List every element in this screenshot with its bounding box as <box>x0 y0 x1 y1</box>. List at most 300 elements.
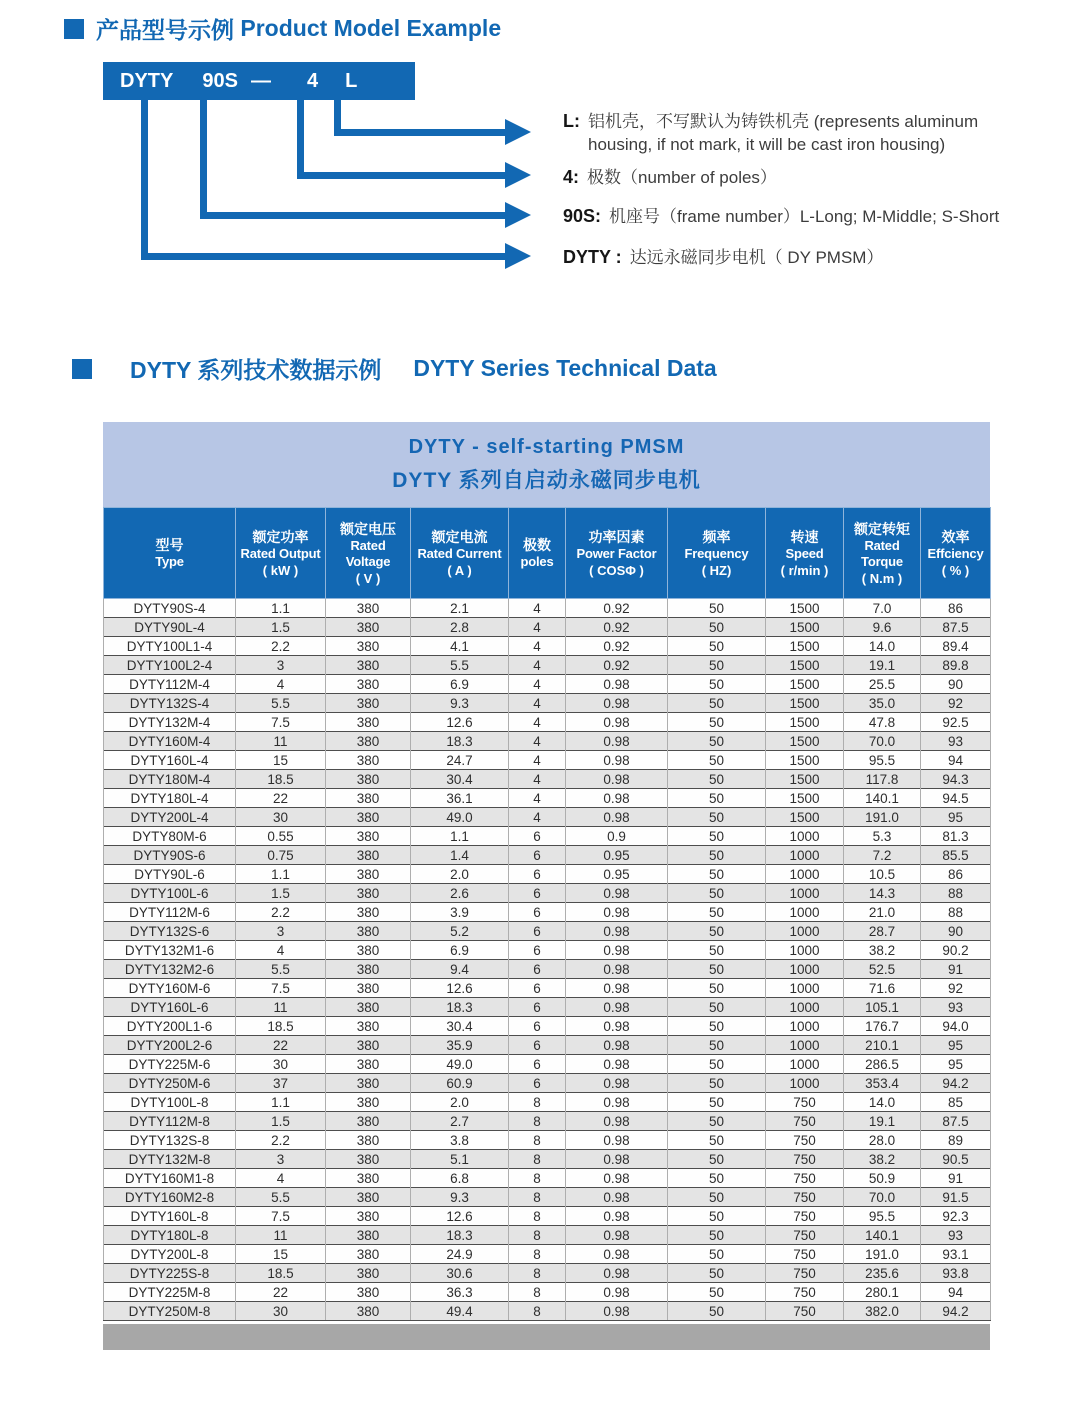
table-cell: DYTY100L1-4 <box>104 637 236 656</box>
table-cell: 1500 <box>766 770 844 789</box>
table-cell: 1500 <box>766 751 844 770</box>
table-cell: DYTY132S-4 <box>104 694 236 713</box>
table-cell: 0.98 <box>566 903 668 922</box>
table-cell: 380 <box>326 1245 411 1264</box>
table-cell: 0.98 <box>566 1150 668 1169</box>
table-cell: 0.98 <box>566 998 668 1017</box>
table-cell: 47.8 <box>844 713 921 732</box>
table-cell: 2.1 <box>411 599 509 618</box>
table-row <box>104 827 991 846</box>
table-title-en: DYTY - self-starting PMSM <box>408 435 685 458</box>
table-cell: 30.6 <box>411 1264 509 1283</box>
table-cell: DYTY225M-8 <box>104 1283 236 1302</box>
table-cell: 380 <box>326 637 411 656</box>
table-cell: 380 <box>326 846 411 865</box>
table-cell: 0.98 <box>566 1283 668 1302</box>
table-cell: DYTY250M-8 <box>104 1302 236 1321</box>
table-cell: 0.98 <box>566 884 668 903</box>
table-cell: 8 <box>509 1245 566 1264</box>
table-cell: 85.5 <box>921 846 991 865</box>
table-cell: 1500 <box>766 808 844 827</box>
table-title-band <box>103 422 990 507</box>
table-cell: 50 <box>668 884 766 903</box>
table-cell: 380 <box>326 1074 411 1093</box>
table-cell: 94.2 <box>921 1074 991 1093</box>
table-cell: 50 <box>668 1264 766 1283</box>
table-row <box>104 694 991 713</box>
table-cell: 8 <box>509 1188 566 1207</box>
table-cell: DYTY100L-8 <box>104 1093 236 1112</box>
table-cell: 6 <box>509 1017 566 1036</box>
table-cell: 0.98 <box>566 808 668 827</box>
table-cell: 191.0 <box>844 808 921 827</box>
table-cell: DYTY180L-8 <box>104 1226 236 1245</box>
table-cell: 1500 <box>766 675 844 694</box>
table-cell: 380 <box>326 1017 411 1036</box>
column-header-rated_torque: 额定转矩 Rated Torque ( N.m ) <box>844 508 921 599</box>
table-cell: 1500 <box>766 789 844 808</box>
table-cell: 70.0 <box>844 1188 921 1207</box>
table-cell: DYTY90L-4 <box>104 618 236 637</box>
table-cell: 380 <box>326 1131 411 1150</box>
table-cell: 1.1 <box>236 599 326 618</box>
table-cell: DYTY160L-6 <box>104 998 236 1017</box>
table-cell: 94 <box>921 751 991 770</box>
table-cell: 52.5 <box>844 960 921 979</box>
table-cell: 2.0 <box>411 1093 509 1112</box>
table-cell: 2.8 <box>411 618 509 637</box>
table-cell: 86 <box>921 599 991 618</box>
table-cell: 750 <box>766 1207 844 1226</box>
technical-data-section <box>103 422 990 1350</box>
table-row <box>104 865 991 884</box>
table-cell: DYTY160M2-8 <box>104 1188 236 1207</box>
table-cell: 1500 <box>766 618 844 637</box>
table-cell: 50 <box>668 1188 766 1207</box>
table-cell: DYTY225S-8 <box>104 1264 236 1283</box>
connector-line-4 <box>297 100 304 179</box>
table-cell: 30 <box>236 1055 326 1074</box>
table-cell: 286.5 <box>844 1055 921 1074</box>
table-cell: 14.3 <box>844 884 921 903</box>
table-cell: 6 <box>509 998 566 1017</box>
table-cell: 50 <box>668 960 766 979</box>
table-cell: 50 <box>668 1283 766 1302</box>
arrow-right-icon <box>505 162 531 188</box>
table-cell: 380 <box>326 1302 411 1321</box>
table-cell: DYTY112M-6 <box>104 903 236 922</box>
table-cell: 14.0 <box>844 637 921 656</box>
table-cell: 380 <box>326 903 411 922</box>
table-cell: 0.98 <box>566 922 668 941</box>
table-cell: 38.2 <box>844 941 921 960</box>
table-cell: 380 <box>326 618 411 637</box>
table-cell: 380 <box>326 789 411 808</box>
table-cell: DYTY132M-8 <box>104 1150 236 1169</box>
table-header-row <box>104 508 991 599</box>
table-row <box>104 770 991 789</box>
column-header-power_factor: 功率因素 Power Factor ( COSΦ ) <box>566 508 668 599</box>
table-cell: 50 <box>668 846 766 865</box>
table-cell: 3.8 <box>411 1131 509 1150</box>
table-cell: 4 <box>509 789 566 808</box>
table-cell: 7.5 <box>236 979 326 998</box>
table-row <box>104 1226 991 1245</box>
table-cell: DYTY225M-6 <box>104 1055 236 1074</box>
section-title-en: Product Model Example <box>240 15 502 41</box>
table-cell: 24.7 <box>411 751 509 770</box>
table-cell: 90.2 <box>921 941 991 960</box>
table-cell: 6 <box>509 941 566 960</box>
table-cell: 0.98 <box>566 1093 668 1112</box>
table-cell: 95 <box>921 1036 991 1055</box>
table-cell: 94.2 <box>921 1302 991 1321</box>
table-cell: 380 <box>326 1283 411 1302</box>
table-cell: 380 <box>326 922 411 941</box>
table-row <box>104 979 991 998</box>
table-cell: 6 <box>509 903 566 922</box>
table-cell: 93 <box>921 1226 991 1245</box>
table-cell: 50 <box>668 1055 766 1074</box>
table-row <box>104 960 991 979</box>
table-cell: 4 <box>509 808 566 827</box>
table-cell: 3 <box>236 922 326 941</box>
table-cell: 35.9 <box>411 1036 509 1055</box>
table-cell: 5.3 <box>844 827 921 846</box>
table-cell: 6 <box>509 865 566 884</box>
table-cell: 6 <box>509 1055 566 1074</box>
table-row <box>104 1131 991 1150</box>
table-cell: 22 <box>236 1283 326 1302</box>
table-cell: 50 <box>668 922 766 941</box>
connector-line-90s <box>200 212 505 219</box>
table-cell: 9.3 <box>411 1188 509 1207</box>
table-cell: 8 <box>509 1169 566 1188</box>
table-cell: 14.0 <box>844 1093 921 1112</box>
callout-code: 4: <box>563 167 580 187</box>
table-cell: 380 <box>326 1036 411 1055</box>
table-cell: 22 <box>236 1036 326 1055</box>
section-bullet-icon <box>64 19 84 39</box>
table-cell: 88 <box>921 884 991 903</box>
table-cell: 140.1 <box>844 1226 921 1245</box>
table-cell: 18.3 <box>411 998 509 1017</box>
model-part-poles: 4 <box>306 69 319 92</box>
table-cell: 0.9 <box>566 827 668 846</box>
table-cell: 6 <box>509 960 566 979</box>
section-title-product-model <box>64 12 501 45</box>
table-cell: 380 <box>326 960 411 979</box>
table-cell: 0.95 <box>566 865 668 884</box>
table-cell: DYTY160M-6 <box>104 979 236 998</box>
table-cell: 18.5 <box>236 770 326 789</box>
table-cell: 50 <box>668 808 766 827</box>
table-row <box>104 1036 991 1055</box>
table-cell: 50 <box>668 903 766 922</box>
table-cell: 4 <box>509 675 566 694</box>
table-row <box>104 846 991 865</box>
table-cell: 1.5 <box>236 618 326 637</box>
table-cell: 90.5 <box>921 1150 991 1169</box>
connector-line-4 <box>297 172 505 179</box>
table-cell: 1.5 <box>236 1112 326 1131</box>
table-cell: 1500 <box>766 713 844 732</box>
table-cell: 92.5 <box>921 713 991 732</box>
callout-code: 90S: <box>563 206 602 226</box>
table-cell: 90 <box>921 922 991 941</box>
table-row <box>104 1055 991 1074</box>
table-cell: 4.1 <box>411 637 509 656</box>
table-cell: 30 <box>236 1302 326 1321</box>
table-cell: 4 <box>236 675 326 694</box>
table-row <box>104 1169 991 1188</box>
technical-data-table <box>103 507 991 1321</box>
table-cell: 0.98 <box>566 675 668 694</box>
table-cell: 4 <box>236 1169 326 1188</box>
table-cell: 3 <box>236 656 326 675</box>
table-cell: 8 <box>509 1093 566 1112</box>
table-cell: 380 <box>326 656 411 675</box>
callout-desc: 铝机壳，不写默认为铸铁机壳 (represents aluminum housing, if not mark, it will be cast iron housing) <box>588 112 979 154</box>
table-cell: 0.98 <box>566 1131 668 1150</box>
table-cell: DYTY132S-8 <box>104 1131 236 1150</box>
table-cell: 10.5 <box>844 865 921 884</box>
table-cell: 1000 <box>766 1074 844 1093</box>
table-cell: 50 <box>668 1131 766 1150</box>
table-cell: 380 <box>326 1055 411 1074</box>
table-title-zh: DYTY 系列自启动永磁同步电机 <box>392 468 701 492</box>
table-cell: 750 <box>766 1131 844 1150</box>
section-title-technical-data <box>72 352 717 385</box>
table-cell: 4 <box>236 941 326 960</box>
table-cell: 50 <box>668 789 766 808</box>
table-cell: 8 <box>509 1264 566 1283</box>
table-cell: 37 <box>236 1074 326 1093</box>
table-cell: 382.0 <box>844 1302 921 1321</box>
table-cell: 15 <box>236 751 326 770</box>
table-row <box>104 675 991 694</box>
table-row <box>104 884 991 903</box>
table-cell: 2.0 <box>411 865 509 884</box>
table-cell: 81.3 <box>921 827 991 846</box>
table-cell: 4 <box>509 732 566 751</box>
table-cell: 0.98 <box>566 1245 668 1264</box>
table-cell: 50 <box>668 1150 766 1169</box>
table-cell: 380 <box>326 884 411 903</box>
table-row <box>104 1017 991 1036</box>
table-cell: 85 <box>921 1093 991 1112</box>
table-cell: 380 <box>326 1150 411 1169</box>
table-cell: DYTY112M-8 <box>104 1112 236 1131</box>
table-cell: 1000 <box>766 922 844 941</box>
table-cell: 4 <box>509 694 566 713</box>
connector-line-90s <box>200 100 207 219</box>
model-code-box <box>103 62 415 100</box>
table-cell: 380 <box>326 979 411 998</box>
table-cell: 88 <box>921 903 991 922</box>
table-cell: 4 <box>509 770 566 789</box>
table-cell: 1.5 <box>236 884 326 903</box>
table-cell: 1.4 <box>411 846 509 865</box>
table-cell: 30.4 <box>411 770 509 789</box>
table-cell: DYTY200L-8 <box>104 1245 236 1264</box>
table-row <box>104 751 991 770</box>
table-cell: 19.1 <box>844 656 921 675</box>
table-cell: 8 <box>509 1283 566 1302</box>
table-cell: 1000 <box>766 846 844 865</box>
table-cell: 5.5 <box>411 656 509 675</box>
table-row <box>104 618 991 637</box>
table-cell: 95.5 <box>844 751 921 770</box>
callout-desc: 达远永磁同步电机（ DY PMSM） <box>629 248 884 267</box>
table-cell: 50 <box>668 827 766 846</box>
table-cell: 0.98 <box>566 1302 668 1321</box>
table-cell: 93 <box>921 732 991 751</box>
table-cell: 6.8 <box>411 1169 509 1188</box>
table-cell: 89.8 <box>921 656 991 675</box>
table-cell: 50 <box>668 751 766 770</box>
table-row <box>104 998 991 1017</box>
table-row <box>104 1093 991 1112</box>
table-cell: 380 <box>326 941 411 960</box>
table-cell: 50.9 <box>844 1169 921 1188</box>
table-cell: 0.98 <box>566 1207 668 1226</box>
table-cell: 105.1 <box>844 998 921 1017</box>
table-cell: 71.6 <box>844 979 921 998</box>
table-cell: DYTY160M-4 <box>104 732 236 751</box>
table-cell: 49.0 <box>411 808 509 827</box>
callout-desc: 机座号（frame number）L-Long; M-Middle; S-Short <box>609 207 1000 226</box>
table-cell: DYTY80M-6 <box>104 827 236 846</box>
table-cell: 0.98 <box>566 1226 668 1245</box>
column-header-rated_current: 额定电流 Rated Current ( A ) <box>411 508 509 599</box>
table-cell: 2.2 <box>236 637 326 656</box>
table-cell: 0.92 <box>566 637 668 656</box>
table-cell: 380 <box>326 732 411 751</box>
table-cell: 6 <box>509 979 566 998</box>
table-cell: 1.1 <box>411 827 509 846</box>
table-cell: 35.0 <box>844 694 921 713</box>
model-part-frame: 90S <box>202 69 238 92</box>
table-cell: 0.98 <box>566 979 668 998</box>
table-cell: 750 <box>766 1283 844 1302</box>
model-part-dash: — <box>250 69 271 92</box>
column-header-efficiency: 效率 Effciency ( % ) <box>921 508 991 599</box>
table-cell: 50 <box>668 1017 766 1036</box>
table-cell: 12.6 <box>411 1207 509 1226</box>
table-cell: 12.6 <box>411 713 509 732</box>
table-cell: 93 <box>921 998 991 1017</box>
table-cell: 0.92 <box>566 618 668 637</box>
table-cell: 210.1 <box>844 1036 921 1055</box>
table-cell: 18.3 <box>411 732 509 751</box>
table-cell: 380 <box>326 599 411 618</box>
table-cell: DYTY200L2-6 <box>104 1036 236 1055</box>
table-row <box>104 656 991 675</box>
table-cell: 1000 <box>766 979 844 998</box>
table-row <box>104 637 991 656</box>
table-cell: 93.8 <box>921 1264 991 1283</box>
table-row <box>104 1188 991 1207</box>
table-cell: 353.4 <box>844 1074 921 1093</box>
table-cell: DYTY132M-4 <box>104 713 236 732</box>
table-cell: 8 <box>509 1112 566 1131</box>
table-cell: 750 <box>766 1112 844 1131</box>
table-row <box>104 1207 991 1226</box>
table-cell: 49.4 <box>411 1302 509 1321</box>
table-cell: 3.9 <box>411 903 509 922</box>
connector-line-l <box>334 129 505 136</box>
table-cell: DYTY180M-4 <box>104 770 236 789</box>
table-cell: 750 <box>766 1245 844 1264</box>
section-title-zh: DYTY 系列技术数据示例 <box>130 357 382 383</box>
table-cell: 0.98 <box>566 694 668 713</box>
table-row <box>104 808 991 827</box>
table-cell: 92.3 <box>921 1207 991 1226</box>
table-cell: 1500 <box>766 732 844 751</box>
connector-line-dyty <box>141 100 148 260</box>
table-row <box>104 903 991 922</box>
table-cell: 1000 <box>766 1036 844 1055</box>
table-cell: 11 <box>236 1226 326 1245</box>
table-cell: DYTY160M1-8 <box>104 1169 236 1188</box>
table-row <box>104 1150 991 1169</box>
table-cell: 0.92 <box>566 599 668 618</box>
arrow-right-icon <box>505 202 531 228</box>
table-cell: 24.9 <box>411 1245 509 1264</box>
table-cell: 89.4 <box>921 637 991 656</box>
column-header-rated_output: 额定功率 Rated Output ( kW ) <box>236 508 326 599</box>
table-row <box>104 732 991 751</box>
table-cell: 1000 <box>766 1055 844 1074</box>
table-cell: 4 <box>509 599 566 618</box>
table-cell: 5.1 <box>411 1150 509 1169</box>
table-cell: 0.98 <box>566 1036 668 1055</box>
table-cell: 50 <box>668 1245 766 1264</box>
table-cell: 50 <box>668 770 766 789</box>
table-cell: 3 <box>236 1150 326 1169</box>
table-cell: 50 <box>668 1302 766 1321</box>
table-cell: 380 <box>326 1093 411 1112</box>
table-cell: 36.1 <box>411 789 509 808</box>
table-cell: 36.3 <box>411 1283 509 1302</box>
table-cell: 0.98 <box>566 960 668 979</box>
table-cell: 140.1 <box>844 789 921 808</box>
table-cell: 9.4 <box>411 960 509 979</box>
table-cell: 380 <box>326 694 411 713</box>
table-cell: 50 <box>668 1036 766 1055</box>
table-cell: 21.0 <box>844 903 921 922</box>
table-cell: 1000 <box>766 998 844 1017</box>
section-title-zh: 产品型号示例 <box>96 17 234 43</box>
table-cell: 1000 <box>766 1017 844 1036</box>
section-title-en: DYTY Series Technical Data <box>413 355 717 381</box>
table-cell: 60.9 <box>411 1074 509 1093</box>
table-cell: 1000 <box>766 960 844 979</box>
table-cell: 0.98 <box>566 1112 668 1131</box>
table-cell: 380 <box>326 808 411 827</box>
table-cell: 94.5 <box>921 789 991 808</box>
table-cell: 6.9 <box>411 675 509 694</box>
table-cell: 0.98 <box>566 751 668 770</box>
table-cell: 50 <box>668 1226 766 1245</box>
table-cell: 87.5 <box>921 1112 991 1131</box>
table-cell: 50 <box>668 941 766 960</box>
table-cell: 8 <box>509 1302 566 1321</box>
table-cell: 92 <box>921 694 991 713</box>
table-cell: 6 <box>509 827 566 846</box>
table-cell: 8 <box>509 1207 566 1226</box>
